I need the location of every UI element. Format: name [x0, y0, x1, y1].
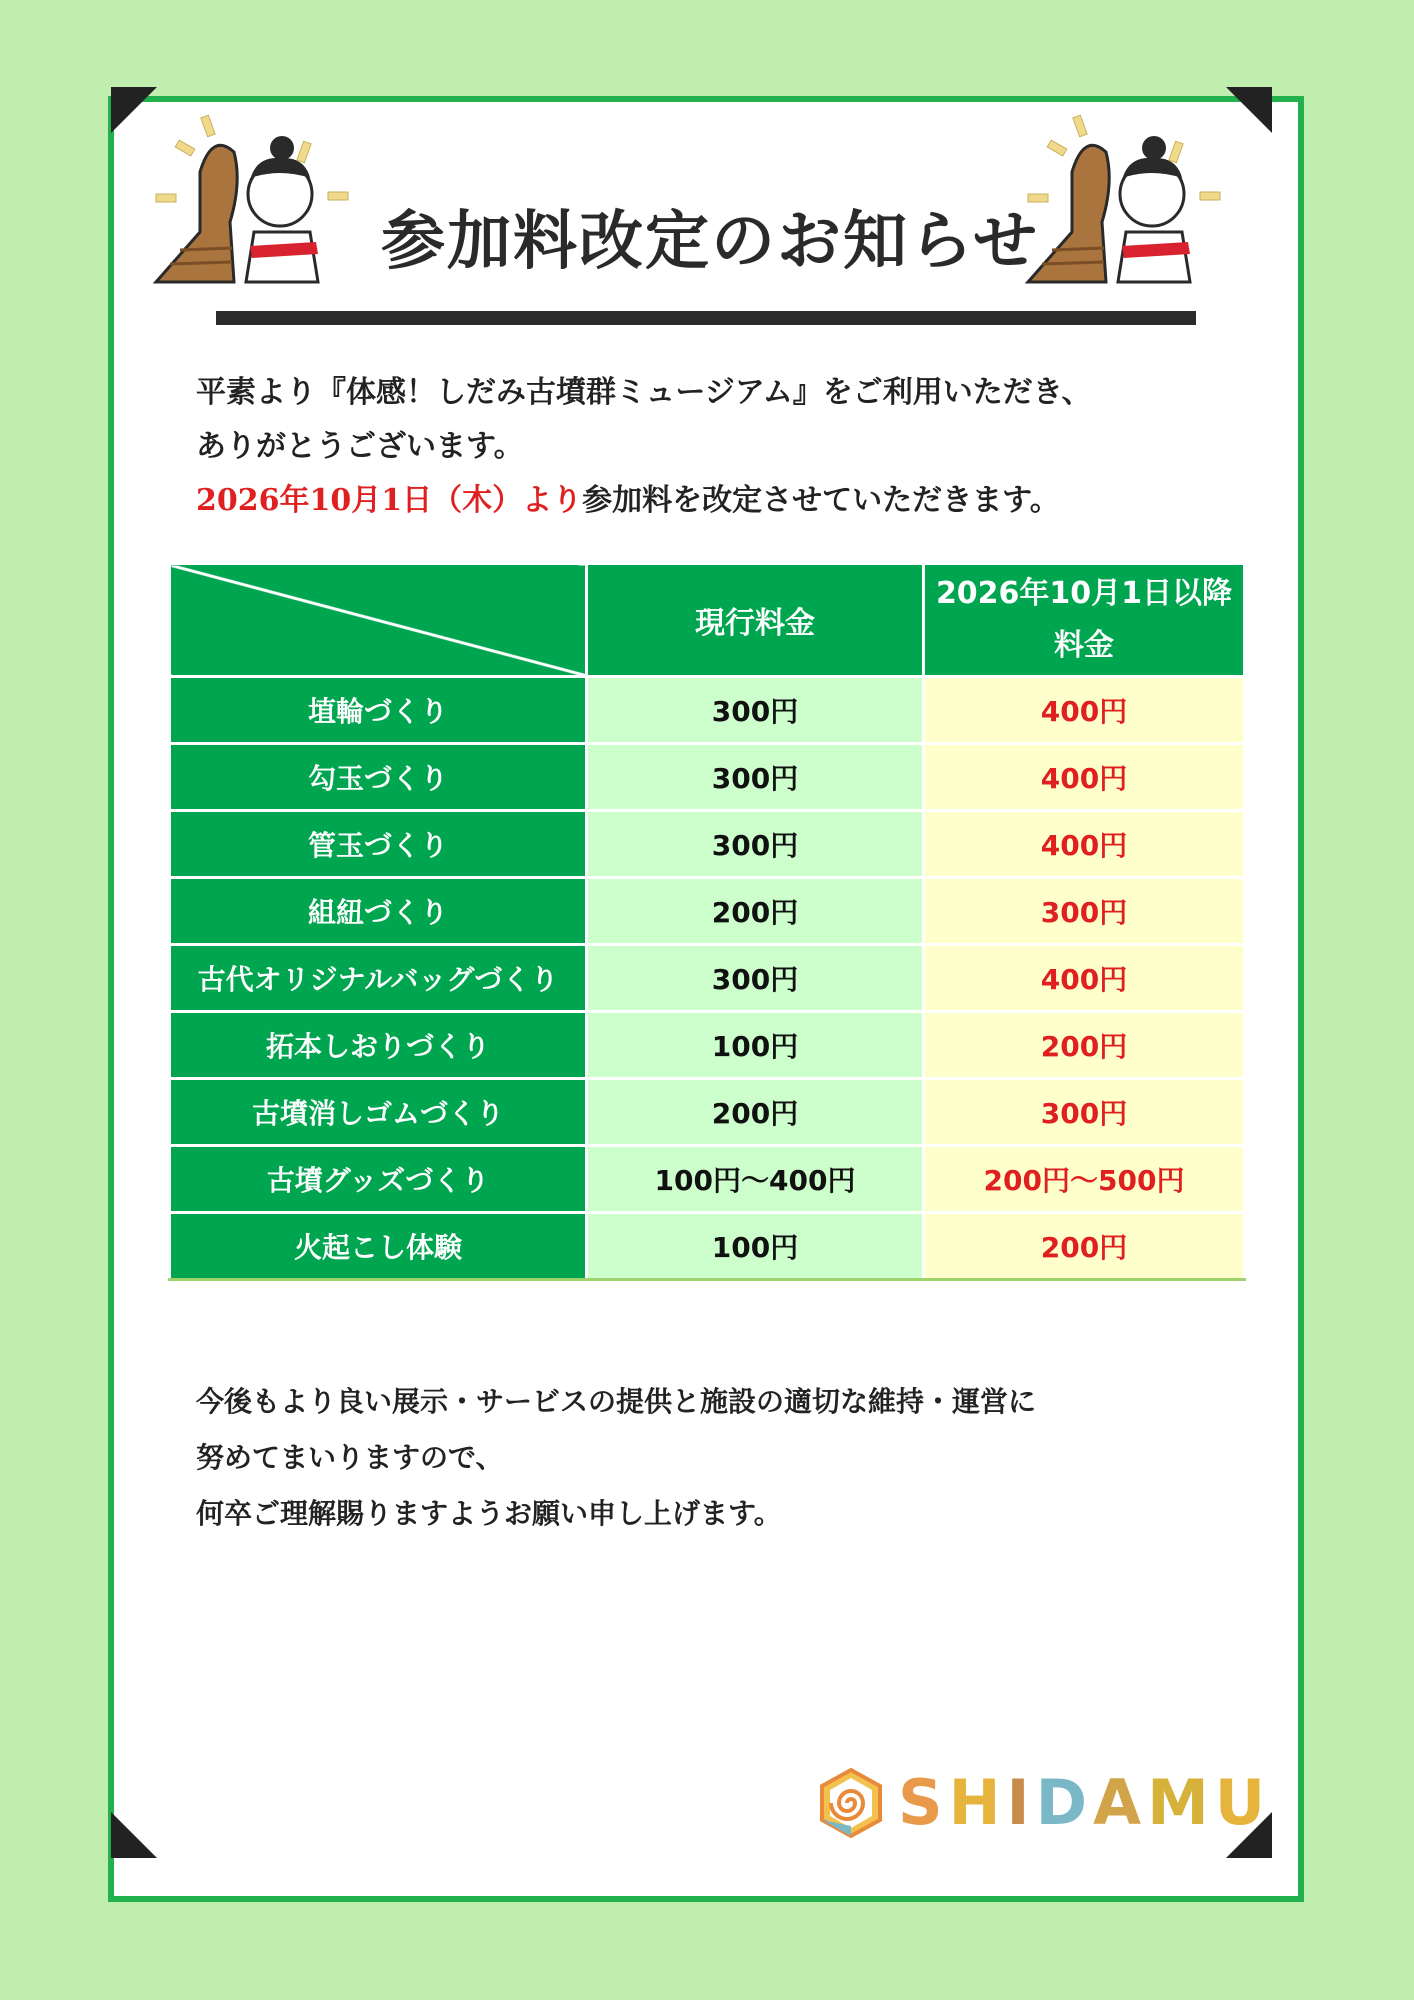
current-fee: 100円 [587, 1012, 924, 1079]
table-row [170, 1213, 1245, 1280]
table-row [170, 1012, 1245, 1079]
logo-wordmark [898, 1766, 1271, 1839]
corner-decoration-bottom-left [111, 1812, 157, 1858]
activity-name: 古墳消しゴムづくり [170, 1079, 587, 1146]
table-row [170, 677, 1245, 744]
closing-paragraph [196, 1374, 1276, 1542]
header-new-fee-line-1: 2026年10月1日以降 [935, 576, 1233, 611]
title-underline [216, 311, 1196, 325]
current-fee: 200円 [587, 878, 924, 945]
logo-letter-s: S [898, 1766, 949, 1839]
activity-name: 古代オリジナルバッグづくり [170, 945, 587, 1012]
corner-decoration-top-right [1226, 87, 1272, 133]
effective-date: 2026年10月1日（木）より [196, 483, 583, 518]
current-fee: 300円 [587, 945, 924, 1012]
closing-line-2: 努めてまいりますので、 [196, 1441, 504, 1474]
new-fee: 300円 [924, 1079, 1245, 1146]
intro-line-3 [196, 474, 1276, 528]
logo-letter-u: U [1214, 1766, 1272, 1839]
new-fee: 300円 [924, 878, 1245, 945]
logo-letter-m: M [1147, 1766, 1215, 1839]
closing-line-1: 今後もより良い展示・サービスの提供と施設の適切な維持・運営に [196, 1385, 1037, 1418]
table-row [170, 811, 1245, 878]
logo-letter-h: H [948, 1766, 1007, 1839]
logo-letter-a: A [1093, 1766, 1148, 1839]
intro-paragraph [196, 366, 1276, 528]
intro-line-2: ありがとうございます。 [196, 429, 524, 464]
current-fee: 300円 [587, 811, 924, 878]
new-fee: 400円 [924, 744, 1245, 811]
haniwa-figure [156, 145, 237, 282]
notice-title: 参加料改定のお知らせ [380, 204, 1040, 279]
table-row [170, 744, 1245, 811]
new-fee: 400円 [924, 677, 1245, 744]
mascot-illustration-left [150, 112, 360, 292]
activity-name: 組紐づくり [170, 878, 587, 945]
logo-letter-d: D [1035, 1766, 1094, 1839]
header-new-fee [924, 564, 1245, 677]
table-row [170, 1146, 1245, 1213]
current-fee: 300円 [587, 677, 924, 744]
new-fee: 400円 [924, 811, 1245, 878]
spiral-emblem-icon [816, 1768, 886, 1838]
current-fee: 100円 [587, 1213, 924, 1280]
new-fee: 200円 [924, 1213, 1245, 1280]
activity-name: 管玉づくり [170, 811, 587, 878]
new-fee: 200円～500円 [924, 1146, 1245, 1213]
activity-name: 火起こし体験 [170, 1213, 587, 1280]
intro-line-3-rest: 参加料を改定させていただきます。 [582, 483, 1060, 518]
activity-name: 勾玉づくり [170, 744, 587, 811]
fee-table-header-row [170, 564, 1245, 677]
closing-line-3: 何卒ご理解賜りますようお願い申し上げます。 [196, 1497, 782, 1530]
logo-letter-i: I [1006, 1766, 1036, 1839]
activity-name: 拓本しおりづくり [170, 1012, 587, 1079]
activity-name: 古墳グッズづくり [170, 1146, 587, 1213]
activity-name: 埴輪づくり [170, 677, 587, 744]
new-fee: 200円 [924, 1012, 1245, 1079]
fee-table [168, 562, 1246, 1281]
table-row [170, 878, 1245, 945]
intro-line-1: 平素より『体感！しだみ古墳群ミュージアム』をご利用いただき、 [196, 375, 1092, 410]
new-fee: 400円 [924, 945, 1245, 1012]
header-new-fee-line-2: 料金 [1054, 628, 1114, 663]
current-fee: 300円 [587, 744, 924, 811]
table-row [170, 1079, 1245, 1146]
shidamu-logo [812, 1760, 1272, 1846]
current-fee: 200円 [587, 1079, 924, 1146]
header-current-fee: 現行料金 [587, 564, 924, 677]
girl-figure [1118, 136, 1190, 282]
table-row [170, 945, 1245, 1012]
girl-figure [246, 136, 318, 282]
current-fee: 100円～400円 [587, 1146, 924, 1213]
diagonal-header-cell [170, 564, 587, 677]
